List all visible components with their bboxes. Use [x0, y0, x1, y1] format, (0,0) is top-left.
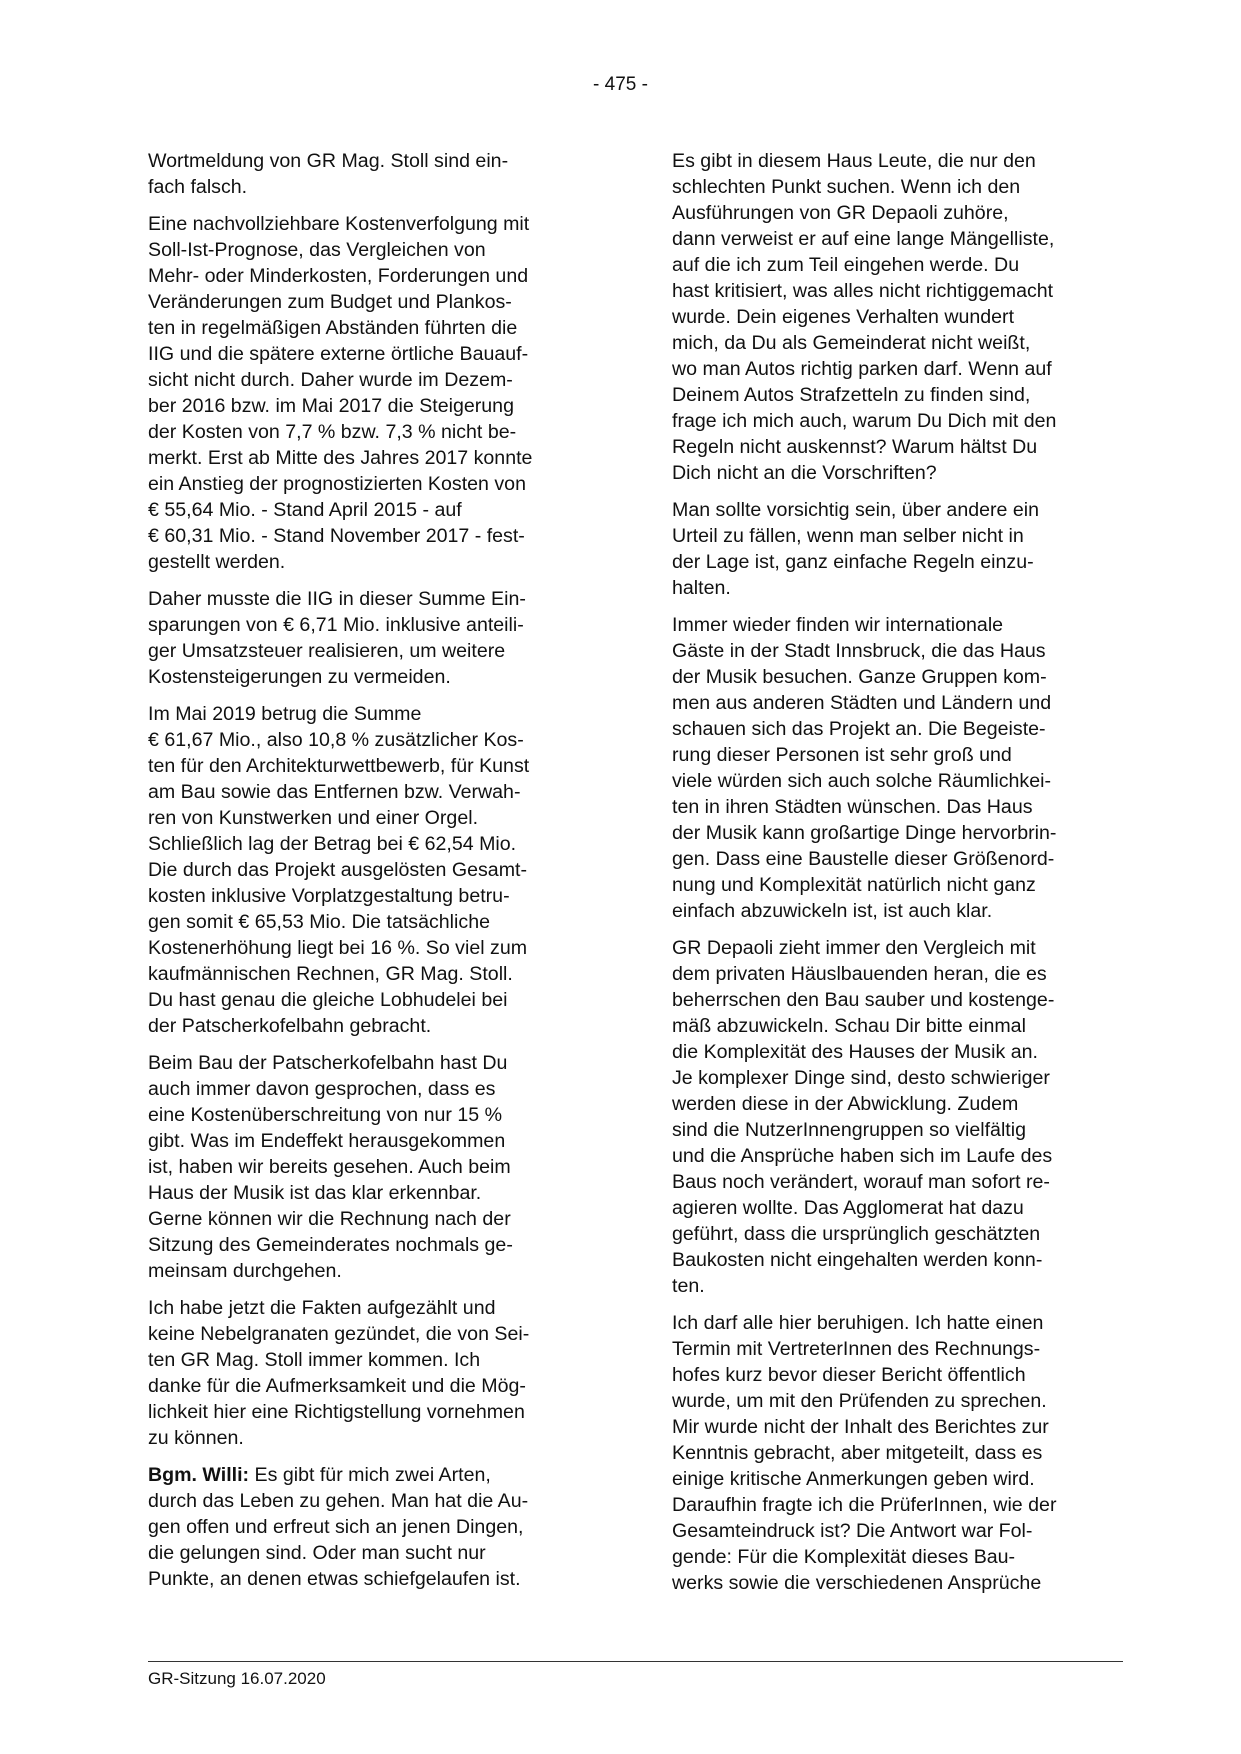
paragraph: [148, 211, 596, 575]
text-line: der Musik besuchen. Ganze Gruppen kom-: [672, 666, 1047, 688]
text-line: einige kritische Anmerkungen geben wird.: [672, 1468, 1035, 1490]
paragraph: [672, 935, 1120, 1299]
text-line: der Lage ist, ganz einfache Regeln einzu-: [672, 551, 1034, 573]
text-line: Baukosten nicht eingehalten werden konn-: [672, 1249, 1043, 1271]
text-line: werden diese in der Abwicklung. Zudem: [672, 1093, 1019, 1115]
text-line: Es gibt in diesem Haus Leute, die nur den: [672, 150, 1036, 172]
text-line: einfach abzuwickeln ist, ist auch klar.: [672, 900, 993, 922]
text-line: Baus noch verändert, worauf man sofort re-: [672, 1171, 1050, 1193]
paragraph: [672, 148, 1120, 486]
text-line: der Patscherkofelbahn gebracht.: [148, 1015, 432, 1037]
text-line: die gelungen sind. Oder man sucht nur: [148, 1542, 486, 1564]
paragraph: [672, 612, 1120, 924]
text-line: ger Umsatzsteuer realisieren, um weitere: [148, 640, 506, 662]
text-line: Im Mai 2019 betrug die Summe: [148, 703, 422, 725]
text-line: und die Ansprüche haben sich im Laufe des: [672, 1145, 1053, 1167]
text-line: lichkeit hier eine Richtigstellung vornehmen: [148, 1401, 525, 1423]
text-line: kosten inklusive Vorplatzgestaltung betru-: [148, 885, 510, 907]
page-number: - 475 -: [593, 74, 648, 95]
text-line: werks sowie die verschiedenen Ansprüche: [672, 1572, 1042, 1594]
text-line: gen. Dass eine Baustelle dieser Größenord-: [672, 848, 1055, 870]
text-line: viele würden sich auch solche Räumlichkei-: [672, 770, 1051, 792]
paragraph: [148, 701, 596, 1039]
text-line: rung dieser Personen ist sehr groß und: [672, 744, 1012, 766]
text-line: IIG und die spätere externe örtliche Bauauf-: [148, 343, 529, 365]
text-line: Beim Bau der Patscherkofelbahn hast Du: [148, 1052, 508, 1074]
text-line: Punkte, an denen etwas schiefgelaufen ist.: [148, 1568, 521, 1590]
text-line: dann verweist er auf eine lange Mängelliste,: [672, 228, 1055, 250]
text-line: halten.: [672, 577, 731, 599]
text-line: nung und Komplexität natürlich nicht ganz: [672, 874, 1036, 896]
text-line: dem privaten Häuslbauenden heran, die es: [672, 963, 1047, 985]
text-line: Eine nachvollziehbare Kostenverfolgung mit: [148, 213, 530, 235]
text-line: Die durch das Projekt ausgelösten Gesamt-: [148, 859, 527, 881]
text-line: [148, 1462, 596, 1488]
text-line: ber 2016 bzw. im Mai 2017 die Steigerung: [148, 395, 514, 417]
text-line: men aus anderen Städten und Ländern und: [672, 692, 1052, 714]
text-line: Termin mit VertreterInnen des Rechnungs-: [672, 1338, 1041, 1360]
text-line: Urteil zu fällen, wenn man selber nicht in: [672, 525, 1024, 547]
text-line: der Musik kann großartige Dinge hervorbrin-: [672, 822, 1057, 844]
text-line: ten für den Architekturwettbewerb, für Kunst: [148, 755, 530, 777]
text-line: Gerne können wir die Rechnung nach der: [148, 1208, 511, 1230]
text-line: schauen sich das Projekt an. Die Begeiste-: [672, 718, 1046, 740]
paragraph: [148, 586, 596, 690]
text-line: schlechten Punkt suchen. Wenn ich den: [672, 176, 1021, 198]
text-line: hofes kurz bevor dieser Bericht öffentlich: [672, 1364, 1026, 1386]
text-line: Veränderungen zum Budget und Plankos-: [148, 291, 512, 313]
text-line: Kenntnis gebracht, aber mitgeteilt, dass es: [672, 1442, 1043, 1464]
text-line: Soll-Ist-Prognose, das Vergleichen von: [148, 239, 486, 261]
footer-session-date: GR-Sitzung 16.07.2020: [148, 1669, 326, 1688]
text-line: ist, haben wir bereits gesehen. Auch beim: [148, 1156, 511, 1178]
text-line: kaufmännischen Rechnen, GR Mag. Stoll.: [148, 963, 513, 985]
text-line: keine Nebelgranaten gezündet, die von Sei-: [148, 1323, 530, 1345]
text-line: am Bau sowie das Entfernen bzw. Verwah-: [148, 781, 521, 803]
text-line: Du hast genau die gleiche Lobhudelei bei: [148, 989, 508, 1011]
text-line: GR Depaoli zieht immer den Vergleich mit: [672, 937, 1036, 959]
text-line: Kostenerhöhung liegt bei 16 %. So viel zum: [148, 937, 528, 959]
text-line: meinsam durchgehen.: [148, 1260, 342, 1282]
text-line: wo man Autos richtig parken darf. Wenn auf: [672, 358, 1052, 380]
text-line: auch immer davon gesprochen, dass es: [148, 1078, 496, 1100]
text-line: zu können.: [148, 1427, 244, 1449]
text-line: sind die NutzerInnengruppen so vielfältig: [672, 1119, 1026, 1141]
text-line: gibt. Was im Endeffekt herausgekommen: [148, 1130, 506, 1152]
text-line: ten GR Mag. Stoll immer kommen. Ich: [148, 1349, 481, 1371]
text-line: danke für die Aufmerksamkeit und die Mög-: [148, 1375, 526, 1397]
paragraph: [148, 148, 596, 200]
text-line: ein Anstieg der prognostizierten Kosten von: [148, 473, 526, 495]
text-line: € 55,64 Mio. - Stand April 2015 - auf: [148, 499, 462, 521]
paragraph: [148, 1295, 596, 1451]
text-line: gen somit € 65,53 Mio. Die tatsächliche: [148, 911, 490, 933]
text-line: Gäste in der Stadt Innsbruck, die das Haus: [672, 640, 1046, 662]
text-line: ten in regelmäßigen Abständen führten die: [148, 317, 518, 339]
paragraph: [148, 1050, 596, 1284]
text-line: auf die ich zum Teil eingehen werde. Du: [672, 254, 1020, 276]
text-line: fach falsch.: [148, 176, 248, 198]
text-line: Gesamteindruck ist? Die Antwort war Fol-: [672, 1520, 1033, 1542]
text-line: Dich nicht an die Vorschriften?: [672, 462, 937, 484]
text-line: mich, da Du als Gemeinderat nicht weißt,: [672, 332, 1031, 354]
text-line: Je komplexer Dinge sind, desto schwieriger: [672, 1067, 1050, 1089]
text-line: Wortmeldung von GR Mag. Stoll sind ein-: [148, 150, 509, 172]
text-line: Daher musste die IIG in dieser Summe Ein-: [148, 588, 526, 610]
text-line: Regeln nicht auskennst? Warum hältst Du: [672, 436, 1038, 458]
text-line: ren von Kunstwerken und einer Orgel.: [148, 807, 479, 829]
text-line: gende: Für die Komplexität dieses Bau-: [672, 1546, 1016, 1568]
paragraph: [672, 1310, 1120, 1596]
text-line: € 61,67 Mio., also 10,8 % zusätzlicher Kos-: [148, 729, 524, 751]
text-line: wurde. Dein eigenes Verhalten wundert: [672, 306, 1015, 328]
text-line: Schließlich lag der Betrag bei € 62,54 Mio.: [148, 833, 517, 855]
text-line: beherrschen den Bau sauber und kostenge-: [672, 989, 1055, 1011]
text-line: € 60,31 Mio. - Stand November 2017 - fest-: [148, 525, 525, 547]
text-line: Deinem Autos Strafzetteln zu finden sind,: [672, 384, 1031, 406]
text-line: sparungen von € 6,71 Mio. inklusive anteili-: [148, 614, 524, 636]
text-line: Ich habe jetzt die Fakten aufgezählt und: [148, 1297, 496, 1319]
right-column: [672, 148, 1120, 1607]
text-line: eine Kostenüberschreitung von nur 15 %: [148, 1104, 503, 1126]
speaker-name: Bgm. Willi:: [148, 1464, 250, 1486]
text-line: sicht nicht durch. Daher wurde im Dezem-: [148, 369, 513, 391]
text-line: Man sollte vorsichtig sein, über andere ein: [672, 499, 1040, 521]
text-line: die Komplexität des Hauses der Musik an.: [672, 1041, 1038, 1063]
text-line: wurde, um mit den Prüfenden zu sprechen.: [672, 1390, 1047, 1412]
text-line: Mir wurde nicht der Inhalt des Berichtes zur: [672, 1416, 1049, 1438]
text-line: mäß abzuwickeln. Schau Dir bitte einmal: [672, 1015, 1026, 1037]
text-line: ten in ihren Städten wünschen. Das Haus: [672, 796, 1033, 818]
text-line: gestellt werden.: [148, 551, 286, 573]
left-column: [148, 148, 596, 1603]
text-line: gen offen und erfreut sich an jenen Dingen,: [148, 1516, 524, 1538]
text-line: Haus der Musik ist das klar erkennbar.: [148, 1182, 482, 1204]
text-line: Kostensteigerungen zu vermeiden.: [148, 666, 451, 688]
text-line: Mehr- oder Minderkosten, Forderungen und: [148, 265, 529, 287]
text-line: frage ich mich auch, warum Du Dich mit den: [672, 410, 1057, 432]
text-line: Ich darf alle hier beruhigen. Ich hatte einen: [672, 1312, 1044, 1334]
speaker-text: Es gibt für mich zwei Arten,: [249, 1464, 491, 1486]
text-line: hast kritisiert, was alles nicht richtiggemacht: [672, 280, 1054, 302]
text-line: ten.: [672, 1275, 705, 1297]
text-line: Daraufhin fragte ich die PrüferInnen, wie der: [672, 1494, 1057, 1516]
text-line: geführt, dass die ursprünglich geschätzten: [672, 1223, 1041, 1245]
text-line: der Kosten von 7,7 % bzw. 7,3 % nicht be-: [148, 421, 517, 443]
speaker-paragraph: [148, 1462, 596, 1592]
paragraph: [672, 497, 1120, 601]
footer-divider: [148, 1661, 1123, 1662]
text-line: agieren wollte. Das Agglomerat hat dazu: [672, 1197, 1024, 1219]
text-line: merkt. Erst ab Mitte des Jahres 2017 konnte: [148, 447, 533, 469]
text-line: durch das Leben zu gehen. Man hat die Au-: [148, 1490, 529, 1512]
text-line: Ausführungen von GR Depaoli zuhöre,: [672, 202, 1009, 224]
text-line: Immer wieder finden wir internationale: [672, 614, 1004, 636]
text-line: Sitzung des Gemeinderates nochmals ge-: [148, 1234, 513, 1256]
